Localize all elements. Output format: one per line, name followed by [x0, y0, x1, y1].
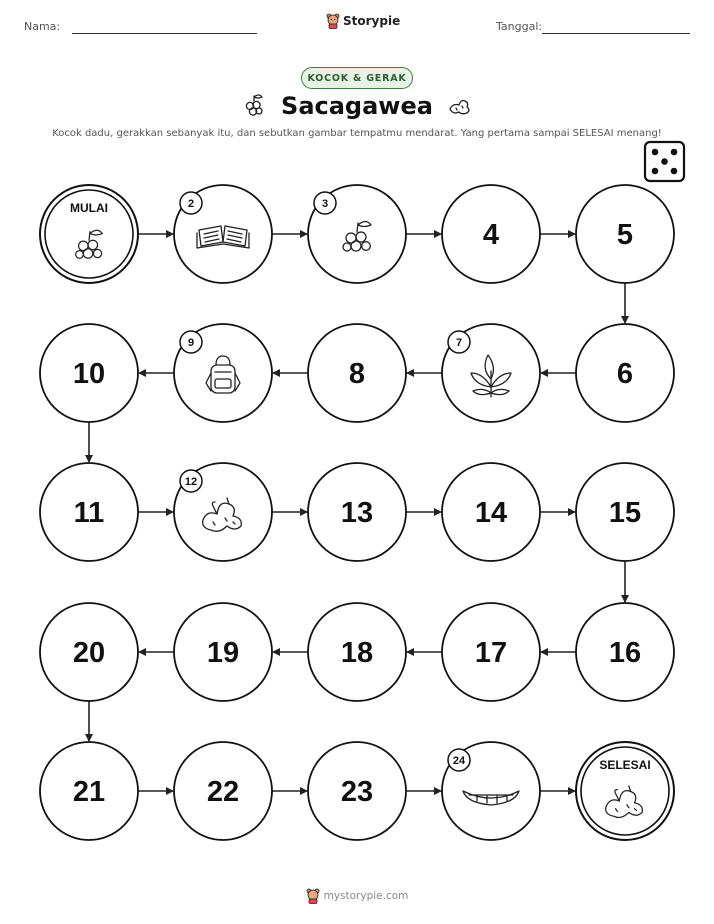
square-number: 16 [608, 637, 642, 669]
board-square-5[interactable] [576, 185, 674, 283]
board-square-20[interactable] [40, 603, 138, 701]
square-label: SELESAI [599, 758, 651, 772]
square-number: 9 [187, 337, 195, 349]
brand-name: Storypie [343, 14, 401, 28]
instructions: Kocok dadu, gerakkan sebanyak itu, dan sebutkan gambar tempatmu mendarat. Yang pertama sampai SELESAI menang! [52, 128, 662, 139]
board-square-3[interactable] [308, 185, 406, 283]
square-number: 22 [206, 776, 240, 808]
board-square-6[interactable] [576, 324, 674, 422]
board-square-4[interactable] [442, 185, 540, 283]
square-number: 20 [72, 637, 106, 669]
board-square-18[interactable] [308, 603, 406, 701]
footer-url: mystorypie.com [323, 890, 409, 902]
square-number: 10 [72, 358, 106, 390]
title-text: Sacagawea [281, 92, 433, 120]
square-number: 18 [340, 637, 374, 669]
square-number: 23 [340, 776, 374, 808]
board-square-10[interactable] [40, 324, 138, 422]
board-square-23[interactable] [308, 742, 406, 840]
square-number: 17 [474, 637, 508, 669]
square-number: 19 [206, 637, 240, 669]
board-square-14[interactable] [442, 463, 540, 561]
square-number: 7 [455, 337, 463, 349]
board-square-19[interactable] [174, 603, 272, 701]
bear-icon [306, 888, 320, 904]
board-square-24[interactable] [442, 742, 540, 840]
board-square-15[interactable] [576, 463, 674, 561]
board-square-22[interactable] [174, 742, 272, 840]
square-number: 5 [616, 219, 634, 251]
square-number: 2 [187, 198, 195, 210]
dice-five-icon[interactable] [645, 142, 684, 181]
board-square-21[interactable] [40, 742, 138, 840]
square-number: 11 [73, 497, 105, 529]
activity-badge: KOCOK & GERAK [301, 67, 413, 89]
board-square-7[interactable] [442, 324, 540, 422]
square-number: 12 [184, 476, 198, 488]
name-label: Nama: [24, 20, 61, 33]
board-square-16[interactable] [576, 603, 674, 701]
square-number: 6 [616, 358, 634, 390]
board-square-2[interactable] [174, 185, 272, 283]
finish-square[interactable] [576, 742, 674, 840]
square-number: 4 [482, 219, 500, 251]
board-square-8[interactable] [308, 324, 406, 422]
square-number: 21 [72, 776, 106, 808]
board-square-13[interactable] [308, 463, 406, 561]
square-number: 14 [474, 497, 508, 529]
board-square-17[interactable] [442, 603, 540, 701]
square-number: 8 [348, 358, 366, 390]
board-square-11[interactable] [40, 463, 138, 561]
square-number: 13 [340, 497, 374, 529]
square-label: MULAI [70, 201, 108, 215]
square-number: 15 [608, 497, 642, 529]
start-square[interactable] [40, 185, 138, 283]
board-square-9[interactable] [174, 324, 272, 422]
footer [0, 888, 714, 904]
square-number: 3 [321, 198, 329, 210]
date-label: Tanggal: [496, 20, 543, 33]
square-number: 24 [452, 755, 466, 767]
board-square-12[interactable] [174, 463, 272, 561]
